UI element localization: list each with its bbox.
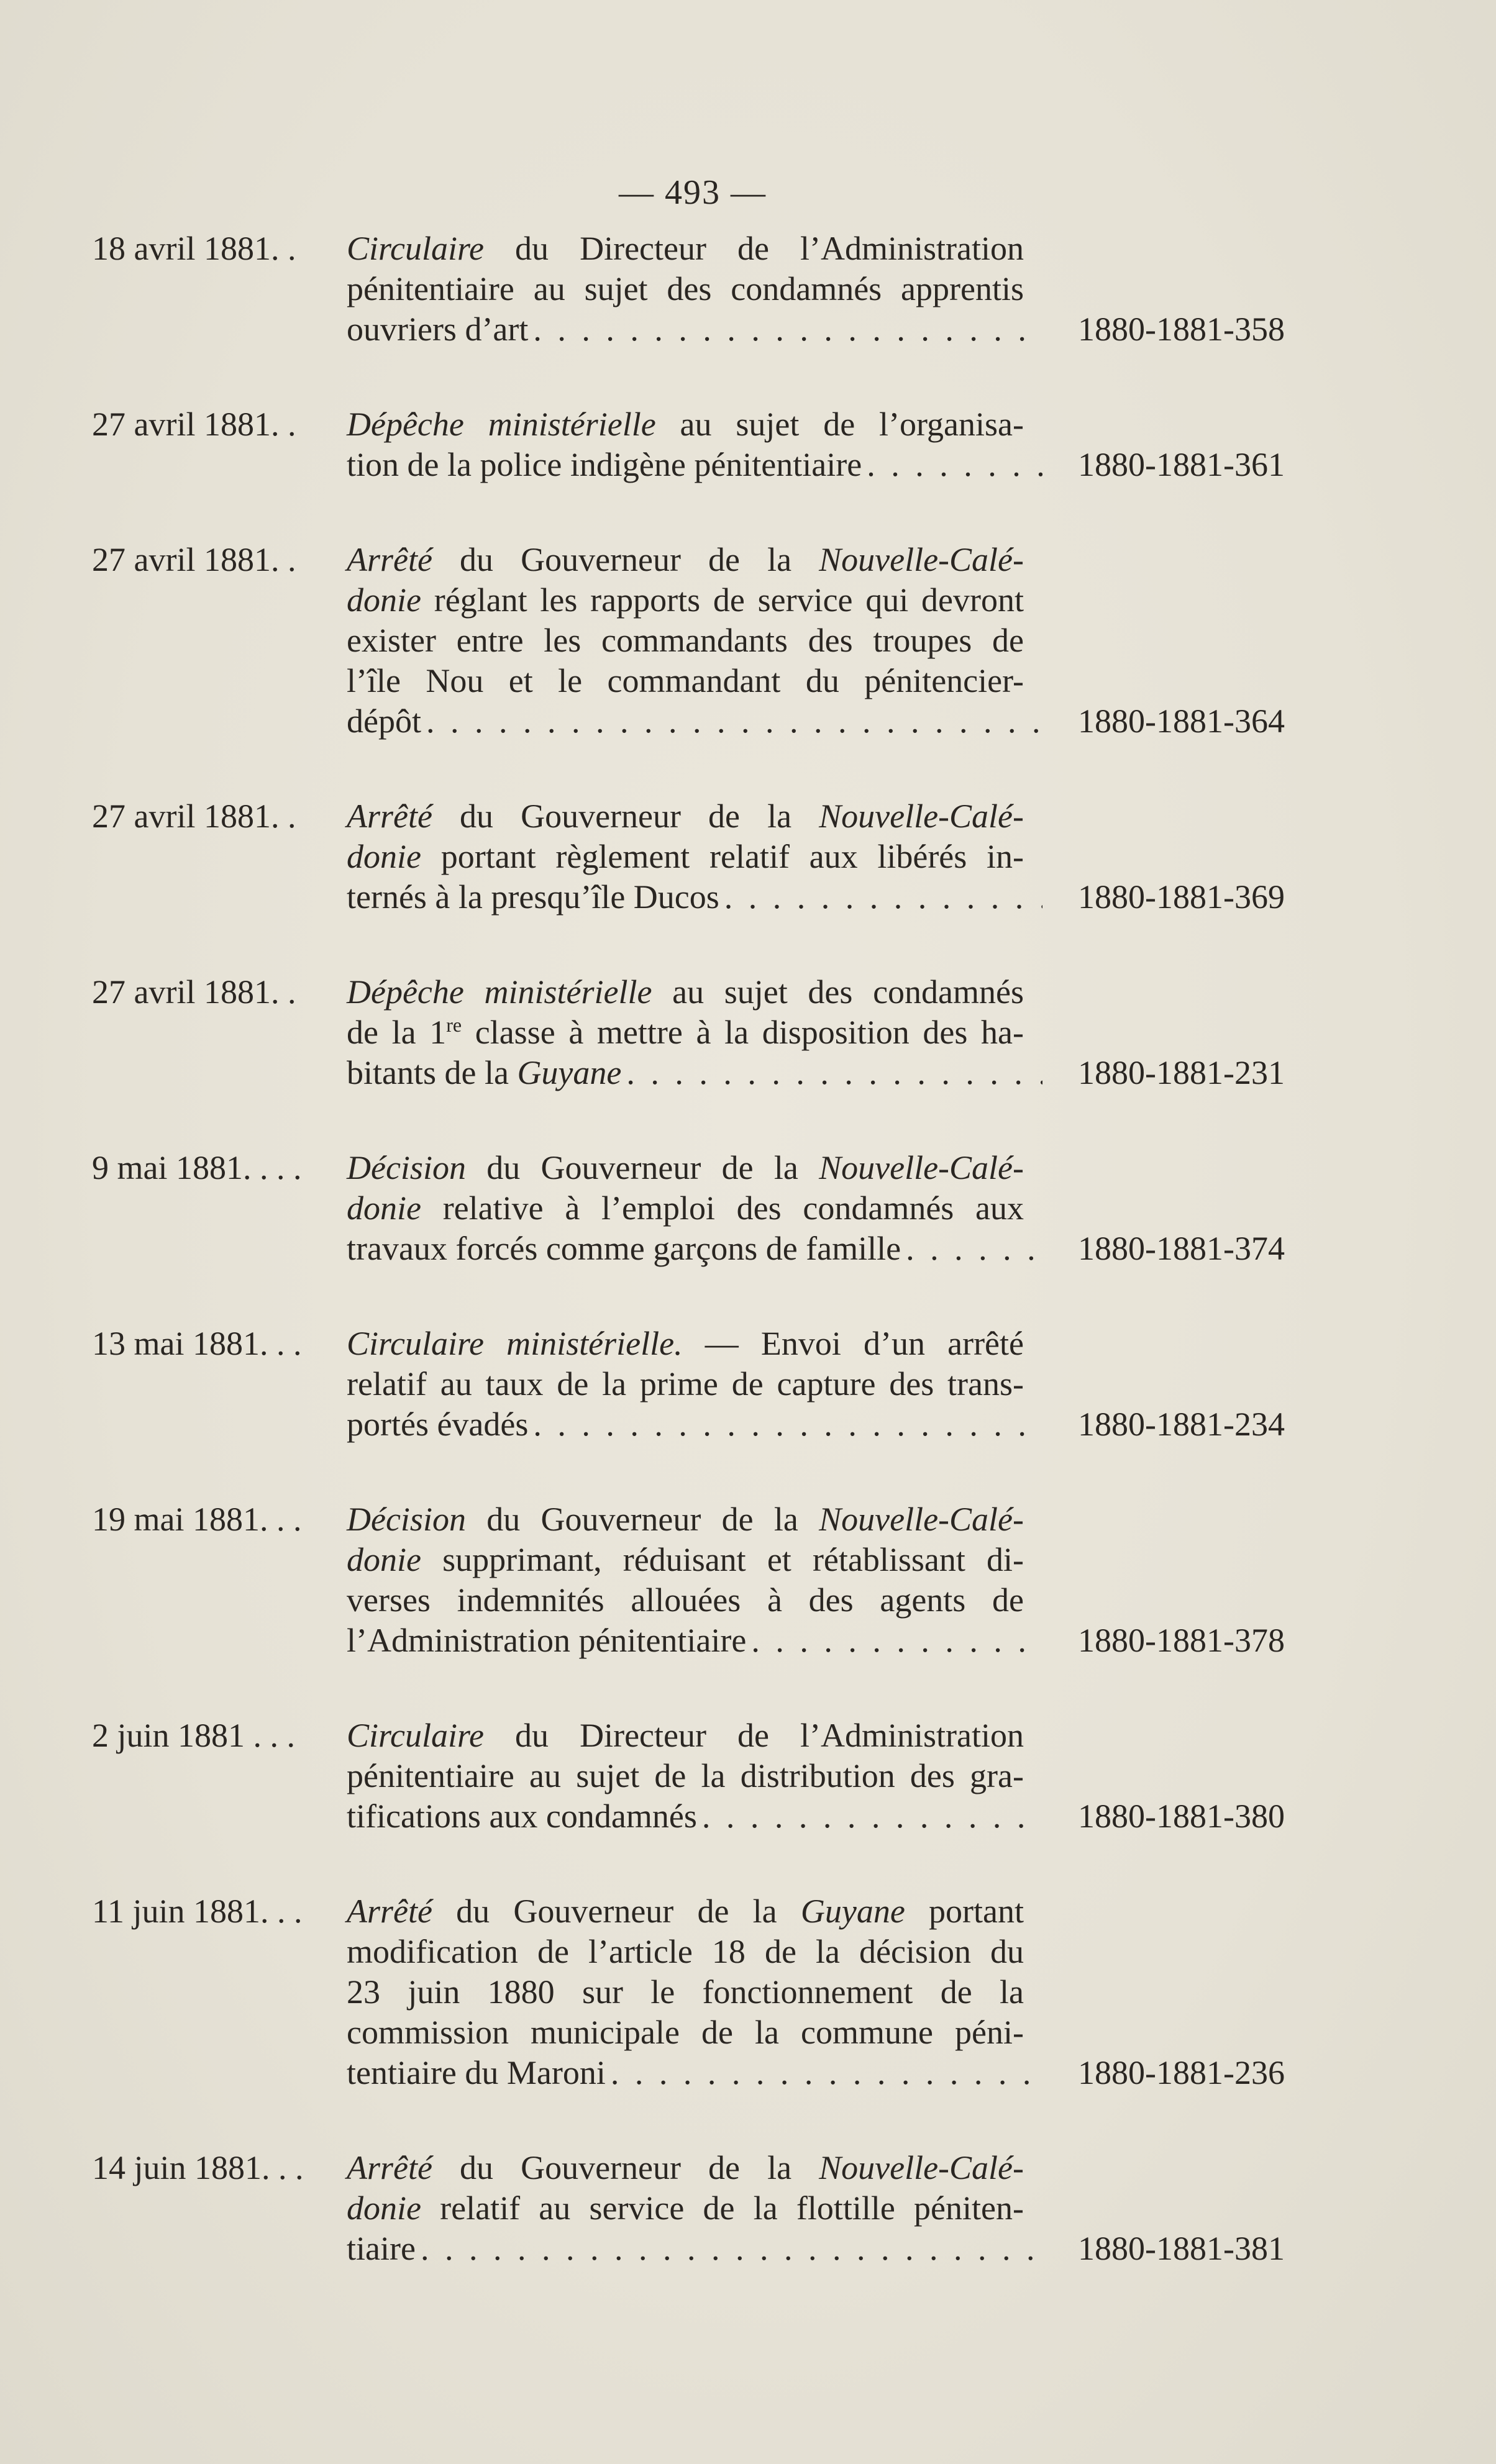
dot-leader xyxy=(416,2229,1042,2269)
entry-reference: 1880-1881-231 xyxy=(1078,1054,1285,1091)
entry-line xyxy=(347,1148,1024,1188)
entry-reference: 1880-1881-358 xyxy=(1078,311,1285,348)
entry-reference: 1880-1881-364 xyxy=(1078,702,1285,740)
italic-text: donie xyxy=(347,2189,421,2227)
italic-text: Circulaire xyxy=(347,230,484,267)
entry-date: 27 avril 1881. . xyxy=(92,798,296,835)
entry-line xyxy=(347,837,1024,877)
entry-line xyxy=(347,1404,1285,1445)
entry-line xyxy=(347,1716,1024,1756)
entry-date: 18 avril 1881. . xyxy=(92,230,296,267)
dot-leader xyxy=(528,309,1042,350)
entry-line xyxy=(347,2148,1024,2188)
italic-text: Arrêté xyxy=(347,2149,432,2186)
text-segment: du Gouverneur de la xyxy=(465,1149,819,1186)
italic-text: Dépêche ministérielle xyxy=(347,973,652,1011)
entry-line-text xyxy=(347,877,719,917)
entry-line xyxy=(347,1540,1024,1580)
text-segment: pénitentiaire au sujet de la distribution des gra- xyxy=(347,1757,1024,1794)
entry-line xyxy=(347,540,1024,580)
text-segment: verses indemnités allouées à des agents de xyxy=(347,1581,1024,1619)
text-segment: tifications aux condamnés xyxy=(347,1798,697,1835)
text-segment: ternés à la presqu’île Ducos xyxy=(347,878,719,916)
text-segment: — Envoi d’un arrêté xyxy=(682,1325,1024,1362)
entry-row xyxy=(92,540,1285,742)
text-segment: dépôt xyxy=(347,702,421,740)
entry-line xyxy=(347,2188,1024,2229)
entry-line-text xyxy=(347,1621,746,1661)
entry-line xyxy=(347,2012,1024,2053)
entry-description xyxy=(347,972,1285,1093)
entry-date: 27 avril 1881. . xyxy=(92,973,296,1011)
text-segment: tentiaire du Maroni xyxy=(347,2054,606,2091)
entry-line-text xyxy=(347,1796,697,1837)
entry-date: 9 mai 1881. . . . xyxy=(92,1149,302,1186)
entry-description xyxy=(347,540,1285,742)
italic-text: Circulaire xyxy=(347,1717,484,1754)
entry-date: 27 avril 1881. . xyxy=(92,406,296,443)
text-segment: au sujet de l’organisa- xyxy=(655,406,1024,443)
dot-leader xyxy=(719,877,1042,917)
dot-leader xyxy=(528,1404,1042,1445)
italic-text: Nouvelle-Calé- xyxy=(819,1149,1024,1186)
text-segment: portés évadés xyxy=(347,1406,529,1443)
entry-line xyxy=(347,1756,1024,1796)
text-segment: 23 juin 1880 sur le fonctionnement de la xyxy=(347,1973,1024,2011)
entry-line xyxy=(347,1364,1024,1404)
dot-leader xyxy=(697,1796,1042,1837)
text-segment: du Gouverneur de la xyxy=(465,1501,819,1538)
entry-line xyxy=(347,1621,1285,1661)
entry-reference: 1880-1881-381 xyxy=(1078,2230,1285,2267)
text-segment: du Directeur de l’Administration xyxy=(483,230,1024,267)
entry-line-text xyxy=(347,701,421,742)
italic-text: Guyane xyxy=(517,1054,622,1091)
italic-text: Décision xyxy=(347,1149,466,1186)
italic-text: Guyane xyxy=(800,1893,905,1930)
text-segment: commission municipale de la commune péni- xyxy=(347,2014,1024,2051)
italic-text: Dépêche ministérielle xyxy=(347,406,656,443)
italic-text: Décision xyxy=(347,1501,466,1538)
entry-line xyxy=(347,309,1285,350)
entry-row xyxy=(92,1499,1285,1661)
entry-reference: 1880-1881-374 xyxy=(1078,1230,1285,1267)
text-segment: exister entre les commandants des troupes de xyxy=(347,622,1024,659)
dot-leader xyxy=(746,1621,1042,1661)
text-segment: tiaire xyxy=(347,2230,416,2267)
dot-leader xyxy=(901,1229,1042,1269)
text-segment: pénitentiaire au sujet des condamnés apprentis xyxy=(347,270,1024,307)
entry-description xyxy=(347,1324,1285,1445)
entry-line xyxy=(347,972,1024,1012)
entry-reference: 1880-1881-378 xyxy=(1078,1622,1285,1659)
entry-reference: 1880-1881-234 xyxy=(1078,1406,1285,1443)
text-segment: réglant les rapports de service qui devront xyxy=(421,581,1024,619)
text-segment: relatif au service de la flottille péniten- xyxy=(421,2189,1024,2227)
dot-leader xyxy=(421,701,1042,742)
entry-description xyxy=(347,229,1285,350)
entry-line xyxy=(347,796,1024,837)
entry-row xyxy=(92,1891,1285,2093)
entry-description xyxy=(347,404,1285,485)
text-segment: bitants de la xyxy=(347,1054,518,1091)
entry-date: 11 juin 1881. . . xyxy=(92,1893,303,1930)
text-segment: du Gouverneur de la xyxy=(432,2149,819,2186)
entry-line xyxy=(347,1891,1024,1932)
italic-text: donie xyxy=(347,1541,421,1578)
entry-row xyxy=(92,404,1285,485)
entry-row xyxy=(92,1324,1285,1445)
entry-description xyxy=(347,796,1285,917)
entry-line-text xyxy=(347,1229,901,1269)
text-segment: du Gouverneur de la xyxy=(432,798,819,835)
text-segment: portant xyxy=(905,1893,1024,1930)
italic-text: donie xyxy=(347,838,421,875)
italic-text: Nouvelle-Calé- xyxy=(819,2149,1024,2186)
entry-row xyxy=(92,2148,1285,2269)
text-segment: l’île Nou et le commandant du pénitencier- xyxy=(347,662,1024,699)
entry-description xyxy=(347,1148,1285,1269)
text-segment: portant règlement relatif aux libérés in- xyxy=(421,838,1024,875)
entry-line xyxy=(347,621,1024,661)
entry-line xyxy=(347,580,1024,621)
entry-description xyxy=(347,1891,1285,2093)
superscript-text: re xyxy=(446,1014,462,1036)
italic-text: Circulaire ministérielle. xyxy=(347,1325,683,1362)
entry-line xyxy=(347,1796,1285,1837)
entry-line xyxy=(347,445,1285,485)
italic-text: Arrêté xyxy=(347,541,432,578)
entry-line xyxy=(347,1324,1024,1364)
entry-line xyxy=(347,1499,1024,1540)
entry-line xyxy=(347,1932,1024,1972)
entry-line-text xyxy=(347,2053,606,2093)
entry-row xyxy=(92,1716,1285,1837)
italic-text: Arrêté xyxy=(347,1893,432,1930)
entry-line-text xyxy=(347,2229,416,2269)
text-segment: du Directeur de l’Administration xyxy=(483,1717,1024,1754)
entry-date: 2 juin 1881 . . . xyxy=(92,1717,296,1754)
entry-line xyxy=(347,1229,1285,1269)
entry-line xyxy=(347,2053,1285,2093)
entry-row xyxy=(92,796,1285,917)
entry-line-text xyxy=(347,1053,621,1093)
italic-text: Arrêté xyxy=(347,798,432,835)
entry-line-text xyxy=(347,1404,528,1445)
text-segment: du Gouverneur de la xyxy=(432,541,819,578)
text-segment: supprimant, réduisant et rétablissant di- xyxy=(421,1541,1024,1578)
entry-line xyxy=(347,661,1024,701)
dot-leader xyxy=(862,445,1042,485)
text-segment: tion de la police indigène pénitentiaire xyxy=(347,446,862,483)
italic-text: Nouvelle-Calé- xyxy=(819,541,1024,578)
text-segment: du Gouverneur de la xyxy=(432,1893,801,1930)
text-segment: classe à mettre à la disposition des ha- xyxy=(462,1014,1024,1051)
entry-date: 27 avril 1881. . xyxy=(92,541,296,578)
entry-line xyxy=(347,1188,1024,1229)
entry-line xyxy=(347,2229,1285,2269)
dot-leader xyxy=(606,2053,1042,2093)
entry-reference: 1880-1881-380 xyxy=(1078,1798,1285,1835)
entry-description xyxy=(347,1499,1285,1661)
entry-line xyxy=(347,229,1024,269)
entry-date: 19 mai 1881. . . xyxy=(92,1501,302,1538)
text-segment: au sujet des condamnés xyxy=(652,973,1024,1011)
text-segment: l’Administration pénitentiaire xyxy=(347,1622,747,1659)
entry-reference: 1880-1881-369 xyxy=(1078,878,1285,916)
text-segment: relative à l’emploi des condamnés aux xyxy=(421,1189,1024,1227)
entry-line-text xyxy=(347,309,528,350)
entry-line xyxy=(347,404,1024,445)
page-number: — 493 — xyxy=(619,173,767,212)
italic-text: donie xyxy=(347,581,421,619)
italic-text: donie xyxy=(347,1189,421,1227)
entry-line xyxy=(347,1053,1285,1093)
entry-line xyxy=(347,1012,1024,1053)
entry-description xyxy=(347,2148,1285,2269)
dot-leader xyxy=(621,1053,1042,1093)
entry-date: 14 juin 1881. . . xyxy=(92,2149,304,2186)
italic-text: Nouvelle-Calé- xyxy=(819,798,1024,835)
entry-row xyxy=(92,229,1285,350)
entry-line xyxy=(347,1580,1024,1621)
entry-line-text xyxy=(347,445,862,485)
italic-text: Nouvelle-Calé- xyxy=(819,1501,1024,1538)
text-segment: modification de l’article 18 de la décision du xyxy=(347,1933,1024,1970)
text-segment: de la 1 xyxy=(347,1014,447,1051)
entry-line xyxy=(347,701,1285,742)
entry-reference: 1880-1881-236 xyxy=(1078,2054,1285,2091)
text-segment: travaux forcés comme garçons de famille xyxy=(347,1230,901,1267)
entry-row xyxy=(92,972,1285,1093)
entry-line xyxy=(347,877,1285,917)
entry-reference: 1880-1881-361 xyxy=(1078,446,1285,483)
entry-row xyxy=(92,1148,1285,1269)
text-segment: ouvriers d’art xyxy=(347,311,529,348)
entry-line xyxy=(347,269,1024,309)
entry-description xyxy=(347,1716,1285,1837)
entry-date: 13 mai 1881. . . xyxy=(92,1325,302,1362)
entry-line xyxy=(347,1972,1024,2012)
text-segment: relatif au taux de la prime de capture des trans- xyxy=(347,1365,1024,1402)
entries-list xyxy=(92,229,1285,2324)
